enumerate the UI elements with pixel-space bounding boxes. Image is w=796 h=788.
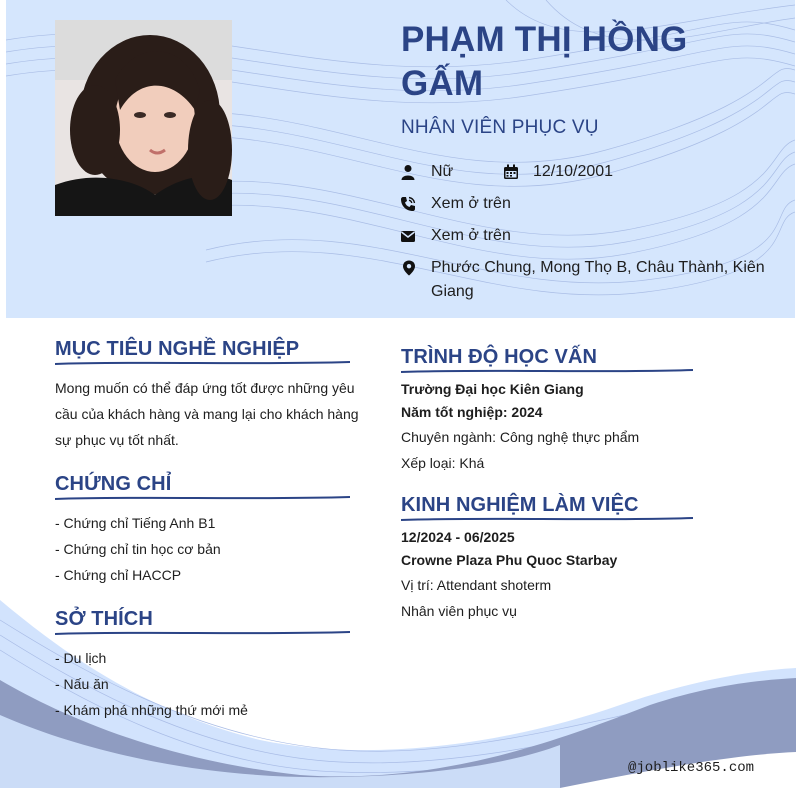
education-underline: [401, 368, 693, 374]
watermark: @joblike365.com: [628, 760, 755, 776]
email-icon: [400, 228, 416, 244]
user-icon: [400, 164, 416, 180]
candidate-name: PHẠM THỊ HỒNG GẤM: [401, 20, 688, 103]
hobby-item: - Du lịch: [55, 650, 107, 666]
phone-icon: [400, 196, 416, 212]
certificate-item: - Chứng chỉ tin học cơ bản: [55, 541, 221, 557]
phone-value: Xem ở trên: [431, 195, 511, 212]
certificates-underline: [55, 495, 350, 501]
experience-underline: [401, 516, 693, 522]
education-graduation: Năm tốt nghiệp: 2024: [401, 404, 543, 420]
certificate-item: - Chứng chỉ Tiếng Anh B1: [55, 515, 216, 531]
location-icon: [401, 260, 417, 276]
certificate-item: - Chứng chỉ HACCP: [55, 567, 182, 583]
profile-photo: [55, 20, 232, 216]
experience-role: Nhân viên phục vụ: [401, 603, 517, 619]
experience-company: Crowne Plaza Phu Quoc Starbay: [401, 552, 618, 568]
gender-value: Nữ: [431, 163, 454, 180]
birthday-value: 12/10/2001: [533, 163, 614, 180]
education-heading: TRÌNH ĐỘ HỌC VẤN: [401, 346, 598, 368]
objective-line-3: sự phục vụ tốt nhất.: [55, 432, 179, 448]
education-grade: Xếp loại: Khá: [401, 455, 485, 471]
certificates-heading: CHỨNG CHỈ: [55, 473, 172, 495]
email-value: Xem ở trên: [431, 227, 511, 244]
experience-heading: KINH NGHIỆM LÀM VIỆC: [401, 494, 639, 516]
address-line-2: Giang: [431, 283, 474, 300]
portrait-image: [55, 20, 232, 216]
experience-period: 12/2024 - 06/2025: [401, 529, 515, 545]
objective-underline: [55, 360, 350, 366]
hobbies-heading: SỞ THÍCH: [55, 608, 153, 630]
job-title: NHÂN VIÊN PHỤC VỤ: [401, 117, 599, 138]
hobby-item: - Nấu ăn: [55, 676, 109, 692]
education-school: Trường Đại học Kiên Giang: [401, 381, 584, 397]
objective-heading: MỤC TIÊU NGHỀ NGHIỆP: [55, 338, 300, 360]
experience-position: Vị trí: Attendant shoterm: [401, 577, 552, 593]
objective-line-1: Mong muốn có thể đáp ứng tốt được những yêu: [55, 380, 355, 396]
hobby-item: - Khám phá những thứ mới mẻ: [55, 702, 248, 718]
education-major: Chuyên ngành: Công nghệ thực phẩm: [401, 429, 640, 445]
hobbies-underline: [55, 630, 350, 636]
objective-line-2: cầu của khách hàng và mang lại cho khách hàng: [55, 406, 359, 422]
calendar-icon: [503, 164, 519, 180]
address-line-1: Phước Chung, Mong Thọ B, Châu Thành, Kiên: [431, 259, 765, 276]
